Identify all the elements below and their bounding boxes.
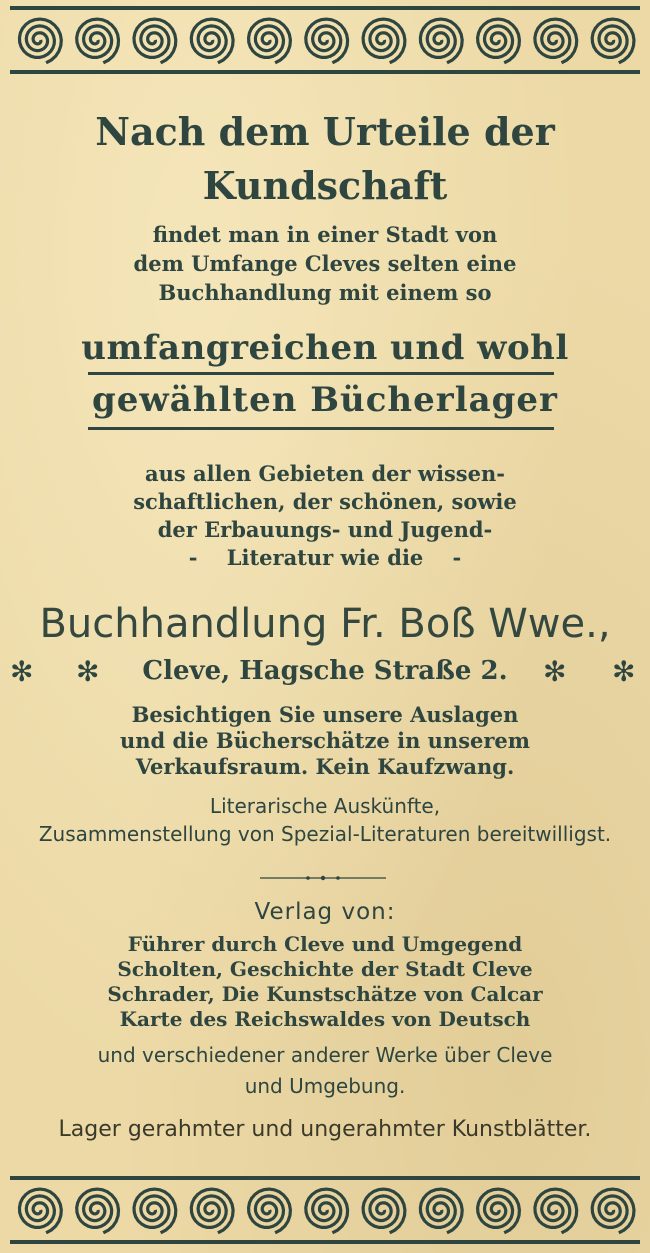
- headline-line-1: Nach dem Urteile der: [95, 109, 555, 154]
- underline-rule: [88, 372, 554, 375]
- publications-list: [0, 932, 650, 1032]
- intro-line: Buchhandlung mit einem so: [158, 280, 492, 305]
- spiral-ornament: [306, 19, 348, 63]
- spiral-ornament: [363, 1189, 405, 1233]
- spiral-ornament: [249, 1189, 291, 1233]
- spiral-ornament: [306, 1189, 348, 1233]
- border-rule: [10, 70, 640, 74]
- scope-line: schaftlichen, der schönen, sowie: [133, 489, 517, 514]
- scope-line: aus allen Gebieten der wissen-: [145, 461, 505, 486]
- spiral-ornament: [20, 1189, 62, 1233]
- spiral-ornament: [249, 19, 291, 63]
- spiral-ornament: [478, 19, 520, 63]
- spiral-ornament: [134, 19, 176, 63]
- publication-item: Scholten, Geschichte der Stadt Cleve: [117, 957, 533, 981]
- spiral-ornament: [535, 19, 577, 63]
- spiral-ornament: [420, 1189, 462, 1233]
- publication-item: Schrader, Die Kunstschätze von Calcar: [107, 982, 543, 1006]
- asterisk-ornament: ✻: [543, 655, 567, 688]
- spiral-ornament: [420, 19, 462, 63]
- border-rule: [10, 6, 640, 10]
- spiral-ornament: [535, 1189, 577, 1233]
- intro-paragraph: [0, 220, 650, 307]
- spiral-ornament: [77, 19, 119, 63]
- stock-line: Lager gerahmter und ungerahmter Kunstblätter.: [58, 1117, 592, 1142]
- asterisk-ornament: ✻: [10, 655, 34, 688]
- other-works-line: und Umgebung.: [244, 1074, 406, 1098]
- other-works-line: und verschiedener anderer Werke über Cleve: [97, 1043, 553, 1067]
- border-rule: [10, 1240, 640, 1244]
- spiral-border-ornament: [10, 6, 640, 74]
- emphasis-line-1: umfangreichen und wohl: [81, 328, 569, 368]
- asterisk-ornament: ✻: [612, 655, 636, 688]
- verlag-heading: Verlag von:: [254, 899, 396, 925]
- spiral-ornament: [191, 1189, 233, 1233]
- underline-rule: [88, 427, 554, 430]
- spiral-ornament: [20, 19, 62, 63]
- services-line: Zusammenstellung von Spezial-Literaturen bereitwilligst.: [38, 822, 612, 846]
- spiral-ornament: [363, 19, 405, 63]
- spiral-ornament: [592, 1189, 634, 1233]
- ornamental-divider: [258, 874, 388, 882]
- intro-line: dem Umfange Cleves selten eine: [133, 251, 517, 276]
- publication-item: Karte des Reichswaldes von Deutsch: [119, 1007, 531, 1031]
- address-row: [0, 652, 650, 692]
- top-spiral-border: [10, 6, 640, 74]
- visit-paragraph: [0, 702, 650, 780]
- bottom-spiral-border: [10, 1176, 640, 1244]
- scope-line: der Erbauungs- und Jugend-: [157, 517, 493, 542]
- shop-name: Buchhandlung Fr. Boß Wwe.,: [39, 601, 611, 647]
- shop-address: Cleve, Hagsche Straße 2.: [142, 656, 508, 686]
- spiral-ornament: [77, 1189, 119, 1233]
- scope-paragraph: [0, 460, 650, 572]
- services-line: Literarische Auskünfte,: [209, 794, 441, 818]
- spiral-ornament: [191, 19, 233, 63]
- services-paragraph: [0, 792, 650, 848]
- spiral-ornament: [592, 19, 634, 63]
- visit-line: Verkaufsraum. Kein Kaufzwang.: [135, 754, 515, 779]
- spiral-ornament: [478, 1189, 520, 1233]
- scope-line: - Literatur wie die -: [188, 545, 462, 570]
- visit-line: und die Bücherschätze in unserem: [119, 728, 531, 753]
- emphasis-line-2: gewählten Bücherlager: [92, 380, 558, 420]
- visit-line: Besichtigen Sie unsere Auslagen: [131, 702, 519, 727]
- spiral-ornament: [134, 1189, 176, 1233]
- border-rule: [10, 1176, 640, 1180]
- spiral-border-ornament: [10, 1176, 640, 1244]
- publication-item: Führer durch Cleve und Umgegend: [127, 932, 523, 956]
- headline-line-2: Kundschaft: [202, 163, 448, 208]
- other-works-paragraph: [0, 1040, 650, 1102]
- intro-line: findet man in einer Stadt von: [152, 222, 498, 247]
- asterisk-ornament: ✻: [76, 655, 100, 688]
